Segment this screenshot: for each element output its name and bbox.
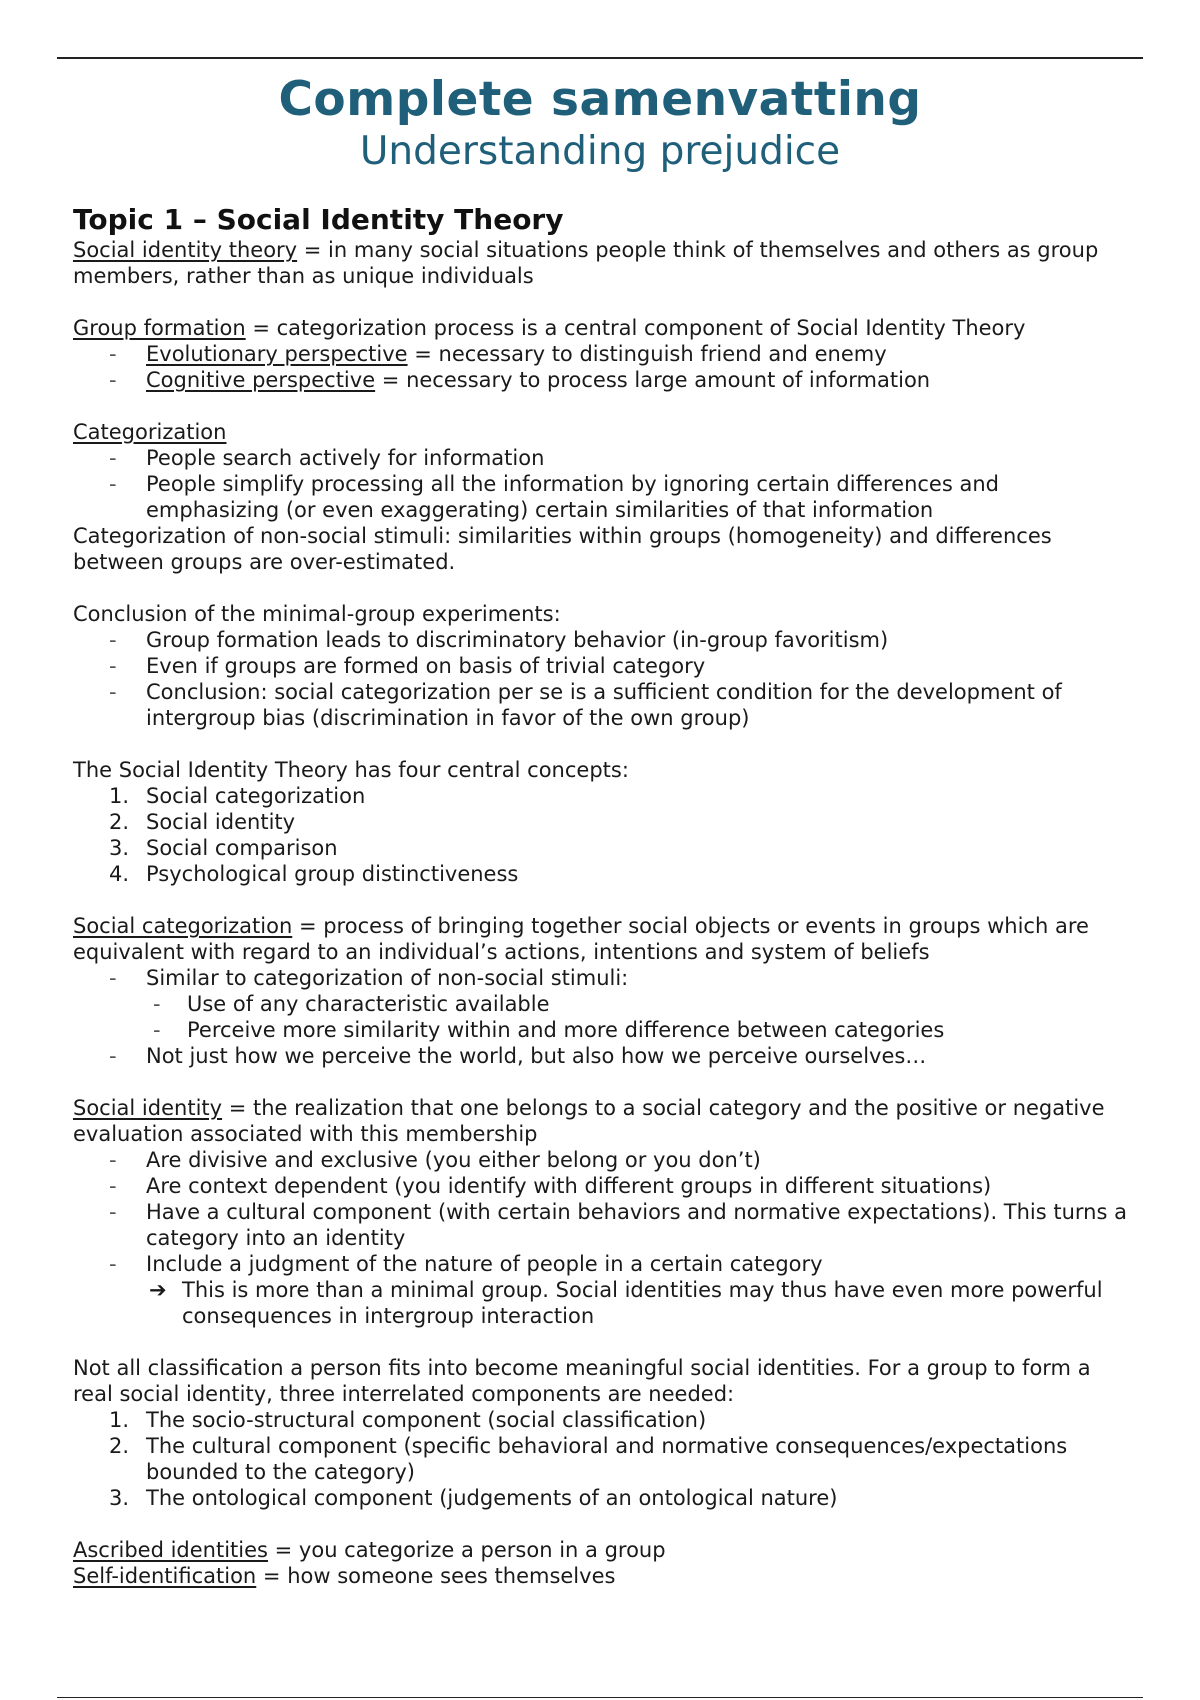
list-item-text: The socio-structural component (social classification): [146, 1408, 707, 1432]
social-categorization-text: = process of bringing together social objects or events in groups which are equivalent with regard to an individual’s actions, intentions and system of beliefs: [73, 914, 1089, 964]
list-number: 2.: [109, 1434, 130, 1458]
list-item-text: = necessary to distinguish friend and enemy: [407, 342, 887, 366]
components-intro: Not all classification a person fits into become meaningful social identities. For a group to form a real social identity, three interrelated components are needed:: [73, 1356, 1091, 1406]
list-item: - Similar to categorization of non-social stimuli:: [73, 965, 1133, 991]
list-item: [73, 367, 1133, 393]
sub-list-item: - Use of any characteristic available: [73, 991, 1133, 1017]
social-categorization-term: Social categorization: [73, 914, 293, 938]
list-number: 3.: [109, 836, 130, 860]
list-item: - Are context dependent (you identify with different groups in different situations): [73, 1173, 1133, 1199]
categorization-heading: Categorization: [73, 420, 227, 444]
ascribed-identities-definition: [73, 1537, 1133, 1563]
list-item: [73, 1407, 1133, 1433]
minimal-group-heading: Conclusion of the minimal-group experiments:: [73, 602, 561, 626]
social-identity-term: Social identity: [73, 1096, 223, 1120]
self-identification-definition: [73, 1563, 1133, 1589]
social-identity-list: [73, 1147, 1133, 1329]
list-item-text: Social identity: [146, 810, 296, 834]
list-item: - Conclusion: social categorization per se is a sufficient condition for the development of intergroup bias (discrimination in favor of the own group): [73, 679, 1133, 731]
list-item: - People search actively for information: [73, 445, 1133, 471]
list-item: [73, 835, 1133, 861]
list-item: [73, 341, 1133, 367]
sub-list-item: - Perceive more similarity within and more difference between categories: [73, 1017, 1133, 1043]
list-number: 1.: [109, 784, 130, 808]
arrow-item-text: This is more than a minimal group. Social identities may thus have even more powerful consequences in intergroup interaction: [182, 1278, 1103, 1328]
components-list: [73, 1407, 1133, 1511]
list-item: - Are divisive and exclusive (you either belong or you don’t): [73, 1147, 1133, 1173]
list-item: - People simplify processing all the information by ignoring certain differences and emphasizing (or even exaggerating) certain similarities of that information: [73, 471, 1133, 523]
four-concepts-list: [73, 783, 1133, 887]
arrow-list-item: [73, 1277, 1133, 1329]
categorization-list: [73, 445, 1133, 523]
social-categorization-definition: [73, 913, 1133, 965]
self-identification-text: = how someone sees themselves: [256, 1564, 616, 1588]
list-number: 2.: [109, 810, 130, 834]
social-identity-definition: [73, 1095, 1133, 1147]
list-number: 3.: [109, 1486, 130, 1510]
group-formation-definition: [73, 315, 1133, 341]
list-item-text: Psychological group distinctiveness: [146, 862, 519, 886]
minimal-group-list: [73, 627, 1133, 731]
sit-definition: [73, 237, 1133, 289]
list-item: [73, 861, 1133, 887]
list-item: - Include a judgment of the nature of people in a certain category: [73, 1251, 1133, 1277]
top-rule: [57, 57, 1143, 59]
list-item-text: Social comparison: [146, 836, 338, 860]
bottom-rule: [57, 1697, 1143, 1698]
list-item-text: The cultural component (specific behavioral and normative consequences/expectations bounded to the category): [146, 1434, 1068, 1484]
list-item: [73, 783, 1133, 809]
list-item: - Not just how we perceive the world, but also how we perceive ourselves…: [73, 1043, 1133, 1069]
self-identification-term: Self-identification: [73, 1564, 257, 1588]
arrow-icon: ➔: [149, 1278, 167, 1302]
list-item: [73, 1433, 1133, 1485]
list-number: 4.: [109, 862, 130, 886]
ascribed-identities-text: = you categorize a person in a group: [267, 1538, 666, 1562]
list-number: 1.: [109, 1408, 130, 1432]
topic-heading: Topic 1 – Social Identity Theory: [73, 203, 564, 236]
group-formation-text: = categorization process is a central component of Social Identity Theory: [245, 316, 1026, 340]
list-item-text: Social categorization: [146, 784, 366, 808]
group-formation-list: [73, 341, 1133, 393]
list-item: - Even if groups are formed on basis of trivial category: [73, 653, 1133, 679]
list-item-term: Cognitive perspective: [146, 368, 376, 392]
sit-term: Social identity theory: [73, 238, 298, 262]
list-item-term: Evolutionary perspective: [146, 342, 408, 366]
list-item: - Group formation leads to discriminatory behavior (in-group favoritism): [73, 627, 1133, 653]
document-body: [73, 203, 1133, 1589]
list-item: - Have a cultural component (with certain behaviors and normative expectations). This turns a category into an identity: [73, 1199, 1133, 1251]
sit-text: = in many social situations people think of themselves and others as group members, rather than as unique individuals: [73, 238, 1099, 288]
list-item-text: The ontological component (judgements of an ontological nature): [146, 1486, 838, 1510]
four-concepts-heading: The Social Identity Theory has four central concepts:: [73, 758, 629, 782]
list-item-text: = necessary to process large amount of information: [375, 368, 931, 392]
document-header: [0, 72, 1200, 176]
ascribed-identities-term: Ascribed identities: [73, 1538, 268, 1562]
document-subtitle: Understanding prejudice: [359, 129, 841, 174]
list-item: [73, 1485, 1133, 1511]
list-item: [73, 809, 1133, 835]
categorization-note: Categorization of non-social stimuli: similarities within groups (homogeneity) and differences between groups are over-estimated.: [73, 524, 1052, 574]
document-title: Complete samenvatting: [278, 72, 922, 127]
social-identity-text: = the realization that one belongs to a social category and the positive or negative evaluation associated with this membership: [73, 1096, 1105, 1146]
group-formation-term: Group formation: [73, 316, 246, 340]
social-categorization-list: [73, 965, 1133, 1069]
